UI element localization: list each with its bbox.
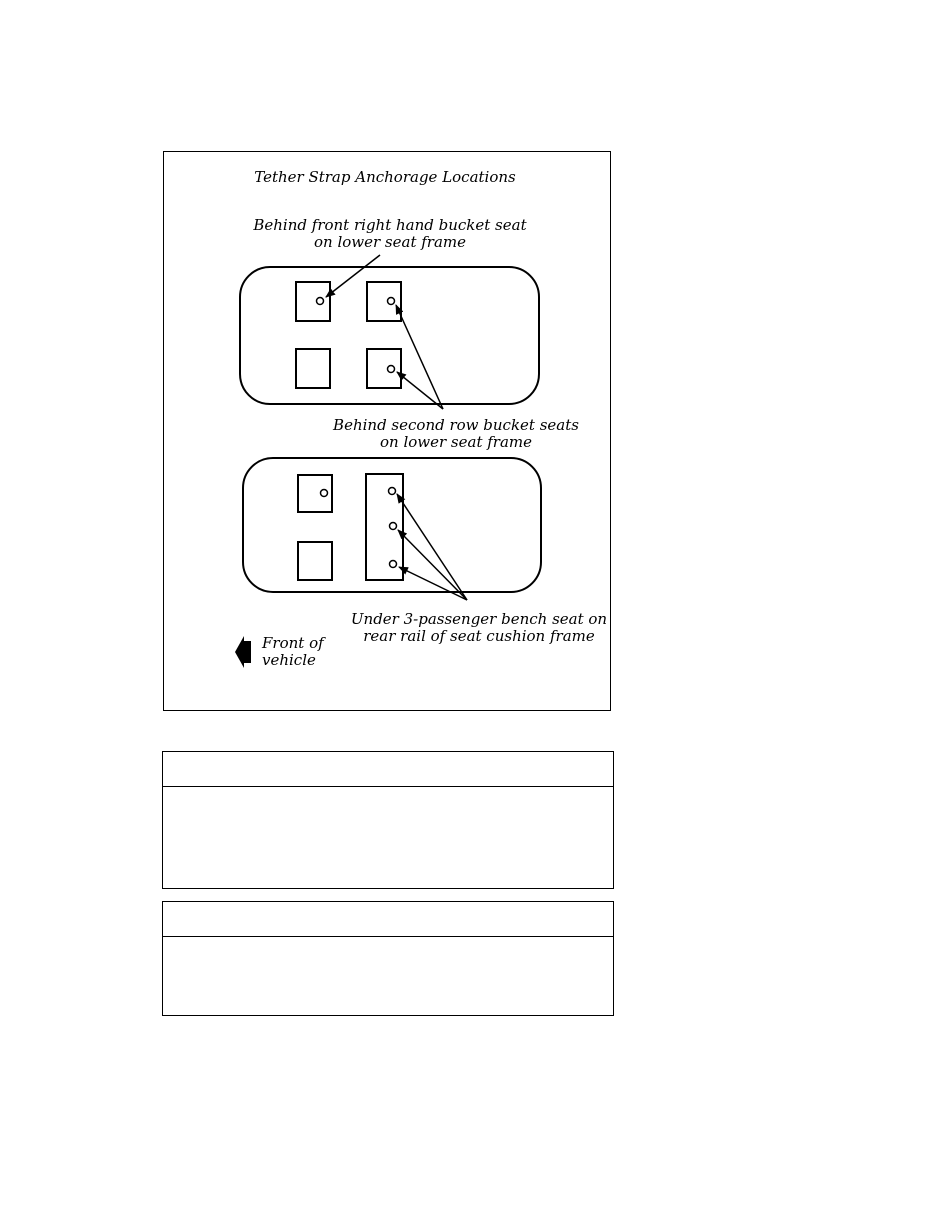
anchor-point-second-row-right bbox=[388, 298, 395, 305]
second-row-left-bucket-seat bbox=[367, 349, 401, 388]
callout-front-seat-line2: on lower seat frame bbox=[313, 233, 467, 251]
note-box-2 bbox=[162, 901, 614, 1016]
vehicle-outline-top bbox=[240, 267, 539, 404]
note-box-2-header bbox=[163, 902, 613, 937]
diagram-title: Tether Strap Anchorage Locations bbox=[254, 168, 516, 186]
front-direction-arrow-icon bbox=[235, 636, 251, 668]
second-row-right-bucket-seat bbox=[367, 282, 401, 321]
arrow-second-row-right bbox=[396, 305, 443, 409]
anchor-point-bench-3 bbox=[390, 561, 397, 568]
anchor-point-front-seat-bottom bbox=[321, 490, 328, 497]
anchor-point-second-row-left bbox=[388, 366, 395, 373]
front-label-line1: Front of bbox=[262, 634, 324, 652]
front-right-bucket-seat bbox=[296, 282, 330, 321]
callout-front-seat-line1: Behind front right hand bucket seat bbox=[253, 216, 527, 234]
callout-second-row-line2: on lower seat frame bbox=[379, 433, 533, 451]
front-left-bucket-seat-bottom bbox=[298, 542, 332, 580]
anchor-point-front-seat bbox=[317, 298, 324, 305]
arrow-bench-2 bbox=[398, 530, 467, 600]
arrow-bench-1 bbox=[397, 494, 467, 600]
note-box-1-header bbox=[163, 752, 613, 787]
anchor-point-bench-1 bbox=[389, 488, 396, 495]
three-passenger-bench-seat bbox=[366, 474, 403, 580]
callout-bench-line1: Under 3-passenger bench seat on bbox=[350, 610, 608, 628]
note-box-1 bbox=[162, 751, 614, 889]
front-left-bucket-seat bbox=[296, 349, 330, 388]
callout-second-row-line1: Behind second row bucket seats bbox=[333, 416, 579, 434]
arrow-front-seat bbox=[326, 255, 380, 297]
front-label-line2: vehicle bbox=[262, 651, 316, 669]
callout-bench-line2: rear rail of seat cushion frame bbox=[363, 627, 595, 645]
anchor-point-bench-2 bbox=[390, 523, 397, 530]
